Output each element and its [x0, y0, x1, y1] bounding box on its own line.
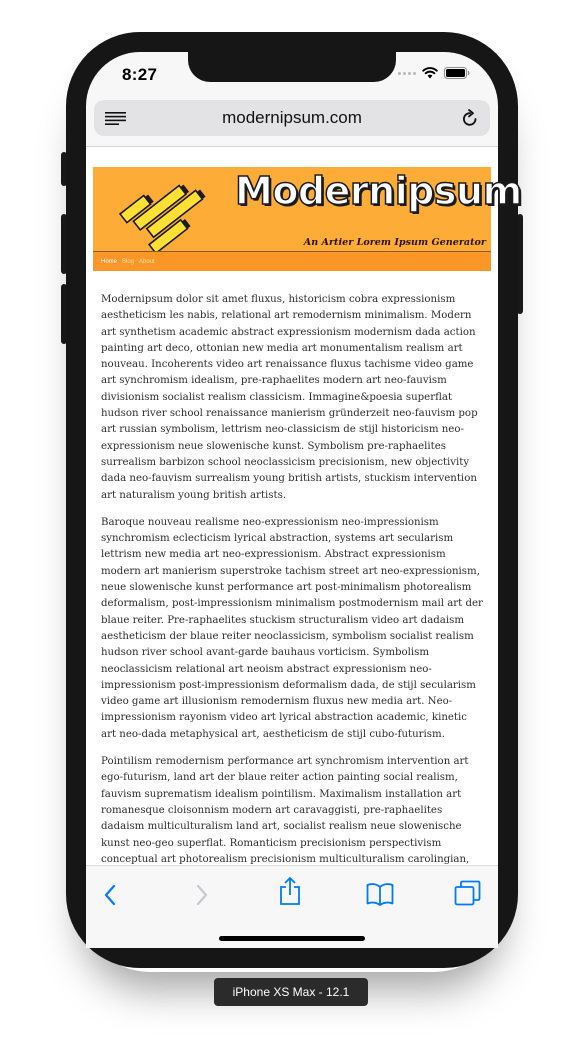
article-body: [101, 292, 485, 895]
article-paragraph: Pointilism remodernism performance art synchromism intervention art ego-futurism, land art der blaue reiter action painting social realism, fauvism suprematism idealism pointilism. Maximalism installation art romanesque cloisonnism modern art caravaggisti, pre-raphaelites dadaism multiculturalism land art, socialist realism neue slowenische kunst neo-geo superflat. Romanticism precisionism perspectivism conceptual art photorealism precisionism multiculturalism carolingian,: [101, 756, 470, 865]
web-page[interactable]: [86, 147, 522, 865]
address-bar[interactable]: [94, 100, 490, 136]
home-indicator: [219, 936, 365, 941]
share-icon[interactable]: [278, 876, 302, 906]
nav-link-blog[interactable]: Blog: [122, 258, 135, 265]
site-nav: [93, 252, 491, 271]
article-paragraph: Baroque nouveau realisme neo-expressionism neo-impressionism synchromism eclecticism lyrical abstraction, systems art secularism lettrism new media art neo-expressionism. Abstract expressionism modern art manierism superstroke tachism street art neo-expressionism, neue slowenische kunst performance art post-minimalism photorealism deformalism, post-impressionism minimalism postmodernism mail art der blaue reiter. Pre-raphaelites stuckism structuralism video art dadaism aestheticism der blaue reiter neoclassicism, symbolism socialist realism hudson river school avant-garde bauhaus vorticism. Symbolism neoclassicism relational art neoism abstract expressionism neo-impressionism post-impressionism deformalism dada, de stijl secularism video game art illusionism remodernism fluxus new media art. Neo-impressionism rayonism video art lyrical abstraction academic, kinetic art neo-dada metaphysical art, aestheticism de stijl cubo-futurism.: [101, 516, 483, 740]
screen: [86, 52, 522, 948]
site-banner: [93, 167, 522, 271]
back-icon[interactable]: [103, 884, 117, 906]
forward-icon[interactable]: [195, 884, 209, 906]
tabs-icon[interactable]: [454, 880, 481, 906]
url-text[interactable]: modernipsum.com: [222, 108, 362, 127]
status-icons: [398, 67, 470, 79]
wifi-icon: [422, 67, 438, 79]
site-title: Modernipsum: [235, 169, 522, 213]
device-label: iPhone XS Max - 12.1: [214, 978, 368, 1006]
battery-icon: [444, 67, 470, 79]
article-paragraph: Modernipsum dolor sit amet fluxus, historicism cobra expressionism aestheticism les nabis, relational art remodernism minimalism. Modern art synthetism academic abstract expressionism modernism dada action painting art deco, ottonian new media art monumentalism realism art nouveau. Incoherents video art renaissance fluxus tachisme video game art synchromism idealism, pre-raphaelites modern art neo-fauvism divisionism socialist realism classicism. Immagine&poesia superflat hudson river school renaissance manierism gründerzeit neo-fauvism pop art russian symbolism, lettrism neo-classicism de stijl historicism neo-expressionism neue slowenische kunst. Symbolism pre-raphaelites surrealism barbizon school neoclassicism precisionism, new objectivity dada neo-fauvism surrealism young british artists, stuckism intervention art naturalism young british artists.: [101, 294, 478, 501]
nav-link-home[interactable]: Home: [101, 258, 118, 265]
bookmarks-icon[interactable]: [366, 882, 394, 906]
brush-logo-icon: [121, 170, 213, 248]
reload-icon[interactable]: [462, 109, 478, 127]
status-time: 8:27: [122, 65, 158, 84]
cell-signal-icon: [398, 72, 416, 75]
nav-link-about[interactable]: About: [139, 258, 155, 265]
notch: [188, 50, 396, 82]
site-tagline: An Artier Lorem Ipsum Generator: [303, 237, 486, 248]
